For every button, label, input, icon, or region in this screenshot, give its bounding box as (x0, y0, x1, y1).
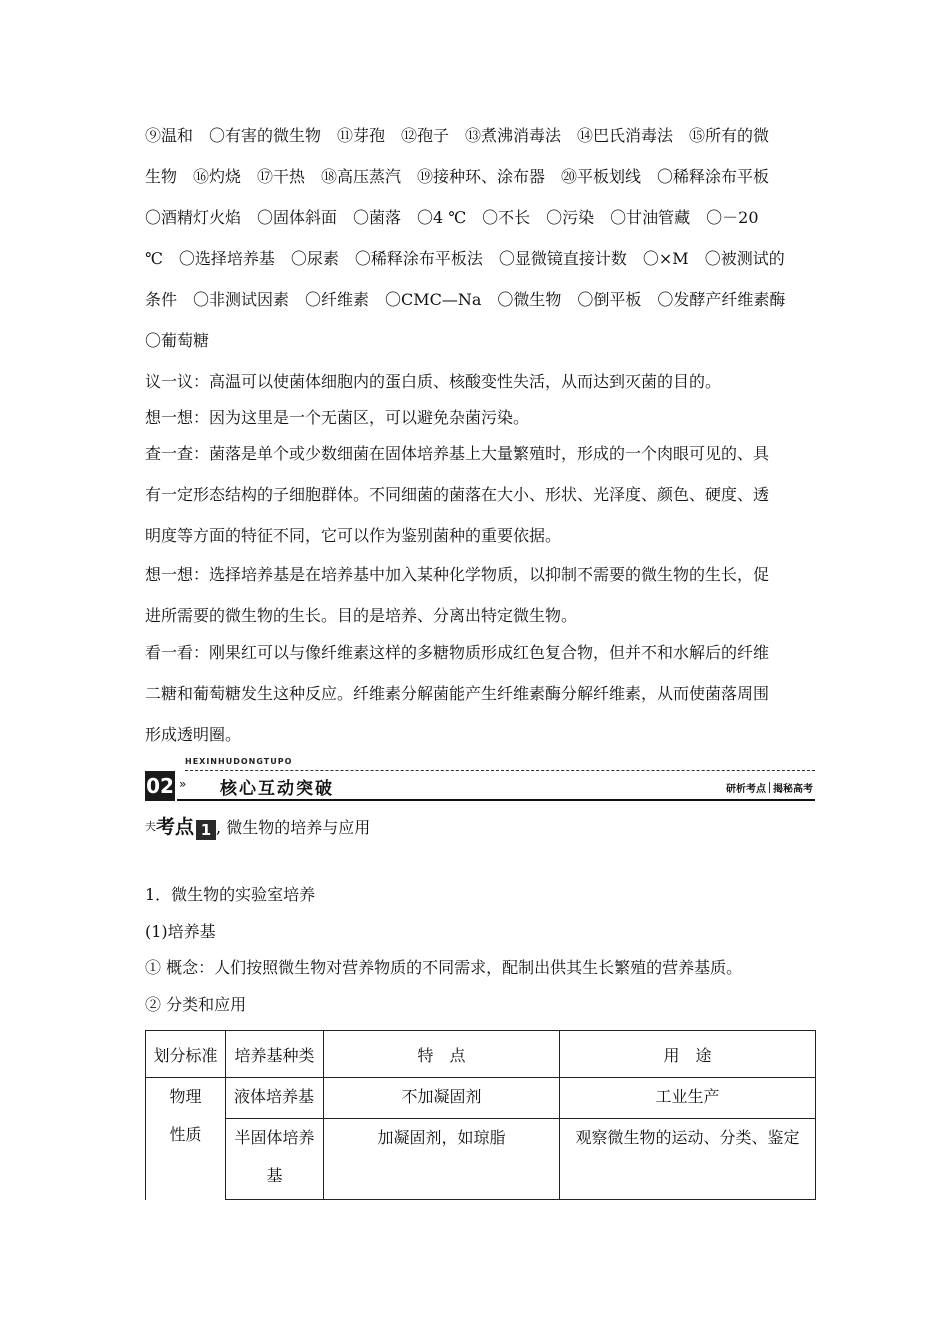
paragraph-line: 想一想：选择培养基是在培养基中加入某种化学物质，以抑制不需要的微生物的生长，促 (145, 565, 770, 584)
concept-paragraph: ① 概念：人们按照微生物对营养物质的不同需求，配制出供其生长繁殖的营养基质。 (145, 958, 743, 977)
cell-text: 观察微生物的运动、分类、鉴定 (575, 1128, 800, 1147)
banner-right-caption (726, 780, 813, 795)
table-header-cell: 特 点 (324, 1031, 560, 1078)
banner-right-label-1: 研析考点 (726, 784, 766, 795)
paragraph-line: 进所需要的微生物的生长。目的是培养、分离出特定微生物。 (145, 606, 578, 625)
paragraph-line: 明度等方面的特征不同，它可以作为鉴别菌种的重要依据。 (145, 526, 562, 545)
table-cell (226, 1078, 324, 1119)
paragraph-line: 看一看：刚果红可以与像纤维素这样的多糖物质形成红色复合物，但并不和水解后的纤维 (145, 643, 770, 662)
table-cell (324, 1119, 560, 1200)
answer-line: 生物 ⑯灼烧 ⑰干热 ⑱高压蒸汽 ⑲接种环、涂布器 ⑳平板划线 〇稀释涂布平板 (145, 167, 770, 186)
banner-right-label-2: 揭秘高考 (773, 784, 813, 795)
table-cell (560, 1078, 816, 1119)
table-cell (560, 1119, 816, 1200)
answer-line: ℃ 〇选择培养基 〇尿素 〇稀释涂布平板法 〇显微镜直接计数 〇×M 〇被测试的 (145, 249, 785, 268)
section-heading: 1．微生物的实验室培养 (145, 885, 316, 904)
banner-title: 核心互动突破 (220, 779, 334, 799)
table-header-cell: 用 途 (560, 1031, 816, 1078)
table-header-cell: 培养基种类 (226, 1031, 324, 1078)
table-row (146, 1119, 816, 1200)
cell-text: 液体培养基 (234, 1087, 315, 1106)
cell-text: 加凝固剂，如琼脂 (377, 1128, 506, 1147)
cell-text: 半固体培养 (234, 1128, 315, 1147)
group-label-line: 性质 (169, 1125, 202, 1144)
group-label-cell (146, 1078, 226, 1200)
kaodian-label: 考点 (156, 816, 195, 838)
table-cell (226, 1119, 324, 1200)
banner-divider (769, 782, 770, 793)
group-label-line: 物理 (169, 1087, 202, 1106)
cell-text: 基 (266, 1166, 283, 1185)
banner-number-badge: 02 (145, 771, 175, 801)
kan-yi-kan-paragraph (145, 643, 815, 766)
banner-dashed-rule (185, 770, 815, 771)
answer-line: 条件 〇非测试因素 〇纤维素 〇CMC—Na 〇微生物 〇倒平板 〇发酵产纤维素酶 (145, 290, 786, 309)
cha-yi-cha-paragraph (145, 444, 815, 567)
banner-underline (177, 799, 815, 801)
answer-block (145, 126, 815, 372)
answer-line: ⑨温和 〇有害的微生物 ⑪芽孢 ⑫孢子 ⑬煮沸消毒法 ⑭巴氏消毒法 ⑮所有的微 (145, 126, 770, 145)
kaodian-heading (145, 812, 370, 840)
yi-yi-yi-paragraph: 议一议：高温可以使菌体细胞内的蛋白质、核酸变性失活，从而达到灭菌的目的。 (145, 372, 722, 391)
section-banner (145, 757, 815, 801)
banner-pinyin: HEXINHUDONGTUPO (185, 757, 293, 766)
cell-text: 不加凝固剂 (401, 1087, 482, 1106)
paragraph-line: 二糖和葡萄糖发生这种反应。纤维素分解菌能产生纤维素酶分解纤维素，从而使菌落周围 (145, 684, 770, 703)
kaodian-prefix: 夫 (145, 820, 156, 833)
answer-line: 〇葡萄糖 (145, 331, 210, 350)
kaodian-number-badge: 1 (196, 820, 216, 840)
paragraph-line: 有一定形态结构的子细胞群体。不同细菌的菌落在大小、形状、光泽度、颜色、硬度、透 (145, 485, 770, 504)
paragraph-line: 查一查：菌落是单个或少数细菌在固体培养基上大量繁殖时，形成的一个肉眼可见的、具 (145, 444, 770, 463)
kaodian-title: , 微生物的培养与应用 (216, 818, 371, 837)
answer-line: 〇酒精灯火焰 〇固体斜面 〇菌落 〇4 ℃ 〇不长 〇污染 〇甘油管藏 〇－20 (145, 208, 759, 227)
paragraph-line: 形成透明圈。 (145, 725, 242, 744)
classify-heading: ② 分类和应用 (145, 995, 247, 1014)
cell-text: 工业生产 (655, 1087, 720, 1106)
xiang-yi-xiang-paragraph-2 (145, 565, 815, 647)
subsection-heading: (1)培养基 (145, 922, 216, 941)
table-cell (324, 1078, 560, 1119)
xiang-yi-xiang-paragraph-1: 想一想：因为这里是一个无菌区，可以避免杂菌污染。 (145, 408, 530, 427)
table-row (146, 1078, 816, 1119)
table-header-cell: 划分标准 (146, 1031, 226, 1078)
table-header-row (146, 1031, 816, 1078)
double-arrow-icon: » (179, 777, 187, 791)
medium-classification-table (145, 1030, 816, 1200)
